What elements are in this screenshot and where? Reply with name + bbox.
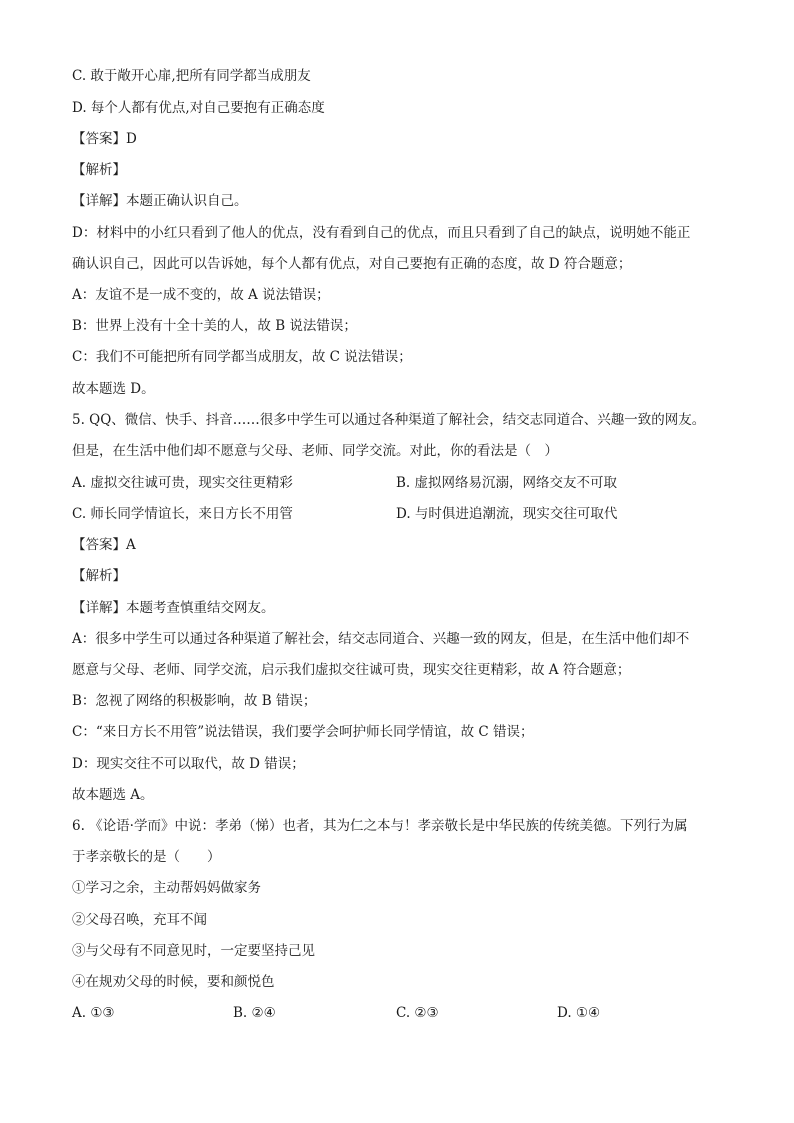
q4-conclusion: 故本题选 D。 xyxy=(72,381,155,397)
q5-option-d: D. 与时俱进追潮流，现实交往可取代 xyxy=(396,506,618,522)
q6-option-b: B. ②④ xyxy=(233,1005,276,1021)
q5-stem-line1: 5. QQ、微信、快手、抖音……很多中学生可以通过各种渠道了解社会，结交志同道合、兴趣一致的网友。 xyxy=(72,412,706,428)
q6-option-a: A. ①③ xyxy=(72,1005,115,1021)
q5-stem-line2: 但是，在生活中他们却不愿意与父母、老师、同学交流。对此，你的看法是（ ） xyxy=(72,443,558,459)
q6-stem-line1: 6. 《论语·学而》中说：孝弟（悌）也者，其为仁之本与！孝亲敬长是中华民族的传统美德。下列行为属 xyxy=(72,818,688,834)
q4-explanation-c: C：我们不可能把所有同学都当成朋友，故 C 说法错误； xyxy=(72,349,412,365)
q4-explanation-d-line1: D：材料中的小红只看到了他人的优点，没有看到自己的优点，而且只看到了自己的缺点，说明她不能正 xyxy=(72,225,691,241)
q5-option-b: B. 虚拟网络易沉溺，网络交友不可取 xyxy=(396,475,618,491)
q6-option-c: C. ②③ xyxy=(396,1005,439,1021)
q6-option-d: D. ①④ xyxy=(557,1005,601,1021)
q5-explanation-b: B：忽视了网络的积极影响，故 B 错误； xyxy=(72,693,317,709)
q5-explanation-a-line2: 愿意与父母、老师、同学交流，启示我们虚拟交往诚可贵，现实交往更精彩，故 A 符合题意； xyxy=(72,662,631,678)
q5-analysis-label: 【解析】 xyxy=(72,568,126,584)
q4-explanation-d-line2: 确认识自己，因此可以告诉她，每个人都有优点，对自己要抱有正确的态度，故 D 符合题意； xyxy=(72,256,632,272)
q5-option-c: C. 师长同学情谊长，来日方长不用管 xyxy=(72,506,293,522)
q5-answer: 【答案】A xyxy=(72,537,136,553)
q6-item-4: ④在规劝父母的时候，要和颜悦色 xyxy=(72,974,275,990)
q6-item-3: ③与父母有不同意见时，一定要坚持己见 xyxy=(72,943,315,959)
q5-option-a: A. 虚拟交往诚可贵，现实交往更精彩 xyxy=(72,475,293,491)
q4-explanation-a: A：友谊不是一成不变的，故 A 说法错误； xyxy=(72,287,330,303)
q4-answer: 【答案】D xyxy=(72,131,137,147)
q5-explanation-c: C：“来日方长不用管”说法错误，我们要学会呵护师长同学情谊，故 C 错误； xyxy=(72,724,534,740)
q5-explanation-a-line1: A：很多中学生可以通过各种渠道了解社会，结交志同道合、兴趣一致的网友，但是，在生活中他们却不 xyxy=(72,631,690,647)
q6-item-2: ②父母召唤，充耳不闻 xyxy=(72,912,207,928)
q5-conclusion: 故本题选 A。 xyxy=(72,787,154,803)
q5-explanation-d: D：现实交往不可以取代，故 D 错误； xyxy=(72,756,305,772)
q4-analysis-label: 【解析】 xyxy=(72,162,126,178)
q6-stem-line2: 于孝亲敬长的是（ ） xyxy=(72,849,221,865)
q4-option-d: D. 每个人都有优点,对自己要抱有正确态度 xyxy=(72,100,325,116)
q4-option-c: C. 敢于敞开心扉,把所有同学都当成朋友 xyxy=(72,68,311,84)
q6-item-1: ①学习之余，主动帮妈妈做家务 xyxy=(72,880,261,896)
q4-detail: 【详解】本题正确认识自己。 xyxy=(72,193,248,209)
q4-explanation-b: B：世界上没有十全十美的人，故 B 说法错误； xyxy=(72,318,357,334)
q5-detail: 【详解】本题考查慎重结交网友。 xyxy=(72,600,275,616)
